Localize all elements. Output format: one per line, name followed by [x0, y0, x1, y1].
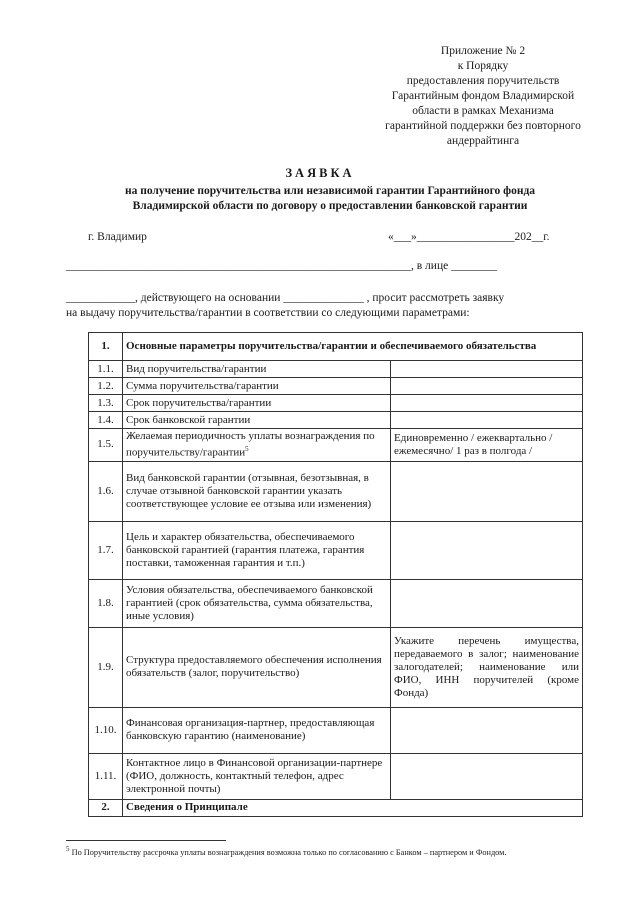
appendix-line: андеррайтинга	[446, 135, 520, 147]
date-field: «___»_________________202__г.	[388, 231, 550, 243]
table-row	[89, 412, 583, 429]
row-value[interactable]	[391, 361, 583, 378]
table-row	[89, 378, 583, 395]
appendix-block	[358, 44, 608, 149]
footnote-ref: 5	[245, 445, 249, 453]
row-number: 1.1.	[89, 361, 123, 378]
row-value[interactable]: Единовременно / ежеквартально / ежемесячно/ 1 раз в полгода /	[391, 429, 583, 462]
row-label: Условия обязательства, обеспечиваемого банковской гарантией (срок обязательства, сумма обязательства, иные условия)	[123, 579, 391, 627]
row-number: 2.	[89, 799, 123, 816]
row-label: Сведения о Принципале	[123, 799, 583, 816]
row-label: Вид поручительства/гарантии	[123, 361, 391, 378]
table-row	[89, 429, 583, 462]
row-label: Вид банковской гарантии (отзывная, безотзывная, в случае отзывной банковской гарантии указать соответствующее условие ее отзыва или изменения)	[123, 461, 391, 521]
footnote-mark: 5	[66, 845, 70, 853]
row-label	[123, 429, 391, 462]
parameters-table	[88, 332, 583, 817]
row-value[interactable]	[391, 707, 583, 753]
row-number: 1.7.	[89, 521, 123, 579]
row-value[interactable]	[391, 521, 583, 579]
row-value[interactable]	[391, 378, 583, 395]
row-label: Контактное лицо в Финансовой организации-партнере (ФИО, должность, контактный телефон, адрес электронной почты)	[123, 753, 391, 799]
row-label: Структура предоставляемого обеспечения исполнения обязательств (залог, поручительство)	[123, 627, 391, 707]
row-label: Срок банковской гарантии	[123, 412, 391, 429]
subtitle-line-2: Владимирской области по договору о предоставлении банковской гарантии	[132, 200, 528, 212]
row-label: Срок поручительства/гарантии	[123, 395, 391, 412]
table-row	[89, 521, 583, 579]
table-row	[89, 627, 583, 707]
row-number: 1.5.	[89, 429, 123, 462]
row-label: Сумма поручительства/гарантии	[123, 378, 391, 395]
footnote-divider	[66, 840, 226, 841]
subtitle-line-1: на получение поручительства или независимой гарантии Гарантийного фонда	[124, 185, 536, 197]
row-value[interactable]	[391, 461, 583, 521]
city-label: г. Владимир	[88, 231, 147, 243]
row-number: 1.3.	[89, 395, 123, 412]
row-value[interactable]	[391, 579, 583, 627]
row-number: 1.8.	[89, 579, 123, 627]
row-number: 1.4.	[89, 412, 123, 429]
table-row	[89, 461, 583, 521]
document-title: ЗАЯВКА	[285, 166, 355, 180]
footnote	[66, 845, 626, 857]
appendix-line: области в рамках Механизма	[412, 105, 554, 117]
row-value[interactable]: Укажите перечень имущества, передаваемого в залог; наименование залогодателей; наименование или ФИО, ИНН поручителей (кроме Фонда)	[391, 627, 583, 707]
row-number: 1.	[89, 333, 123, 361]
row-value[interactable]	[391, 412, 583, 429]
row-number: 1.10.	[89, 707, 123, 753]
applicant-line: ____________________________________________________________, в лице ________	[66, 260, 498, 272]
table-row	[89, 707, 583, 753]
request-line: на выдачу поручительства/гарантии в соответствии со следующими параметрами:	[66, 307, 470, 319]
table-row	[89, 395, 583, 412]
row-label: Цель и характер обязательства, обеспечиваемого банковской гарантией (гарантия платежа, гарантия поставки, таможенная гарантия и т.п.)	[123, 521, 391, 579]
row-number: 1.6.	[89, 461, 123, 521]
table-row	[89, 579, 583, 627]
row-value[interactable]	[391, 395, 583, 412]
footnote-text: По Поручительству рассрочка уплаты вознаграждения возможна только по согласованию с Банком – партнером и Фондом.	[69, 847, 507, 857]
row-label: Финансовая организация-партнер, предоставляющая банковскую гарантию (наименование)	[123, 707, 391, 753]
row-value[interactable]	[391, 753, 583, 799]
row-label: Основные параметры поручительства/гарантии и обеспечиваемого обязательства	[123, 333, 583, 361]
document-subtitle	[60, 184, 600, 214]
appendix-line: к Порядку	[457, 60, 509, 72]
basis-line: ____________, действующего на основании ______________ , просит рассмотреть заявку	[66, 292, 505, 304]
appendix-line: Приложение № 2	[440, 45, 526, 57]
row-number: 1.9.	[89, 627, 123, 707]
appendix-line: Гарантийным фондом Владимирской	[391, 90, 575, 102]
table-row	[89, 333, 583, 361]
row-label-text: Желаемая периодичность уплаты вознаграждения по поручительству/гарантии	[126, 430, 375, 459]
appendix-line: предоставления поручительств	[406, 75, 560, 87]
table-row	[89, 753, 583, 799]
appendix-line: гарантийной поддержки без повторного	[385, 120, 581, 132]
row-number: 1.11.	[89, 753, 123, 799]
row-number: 1.2.	[89, 378, 123, 395]
table-row	[89, 799, 583, 816]
table-row	[89, 361, 583, 378]
